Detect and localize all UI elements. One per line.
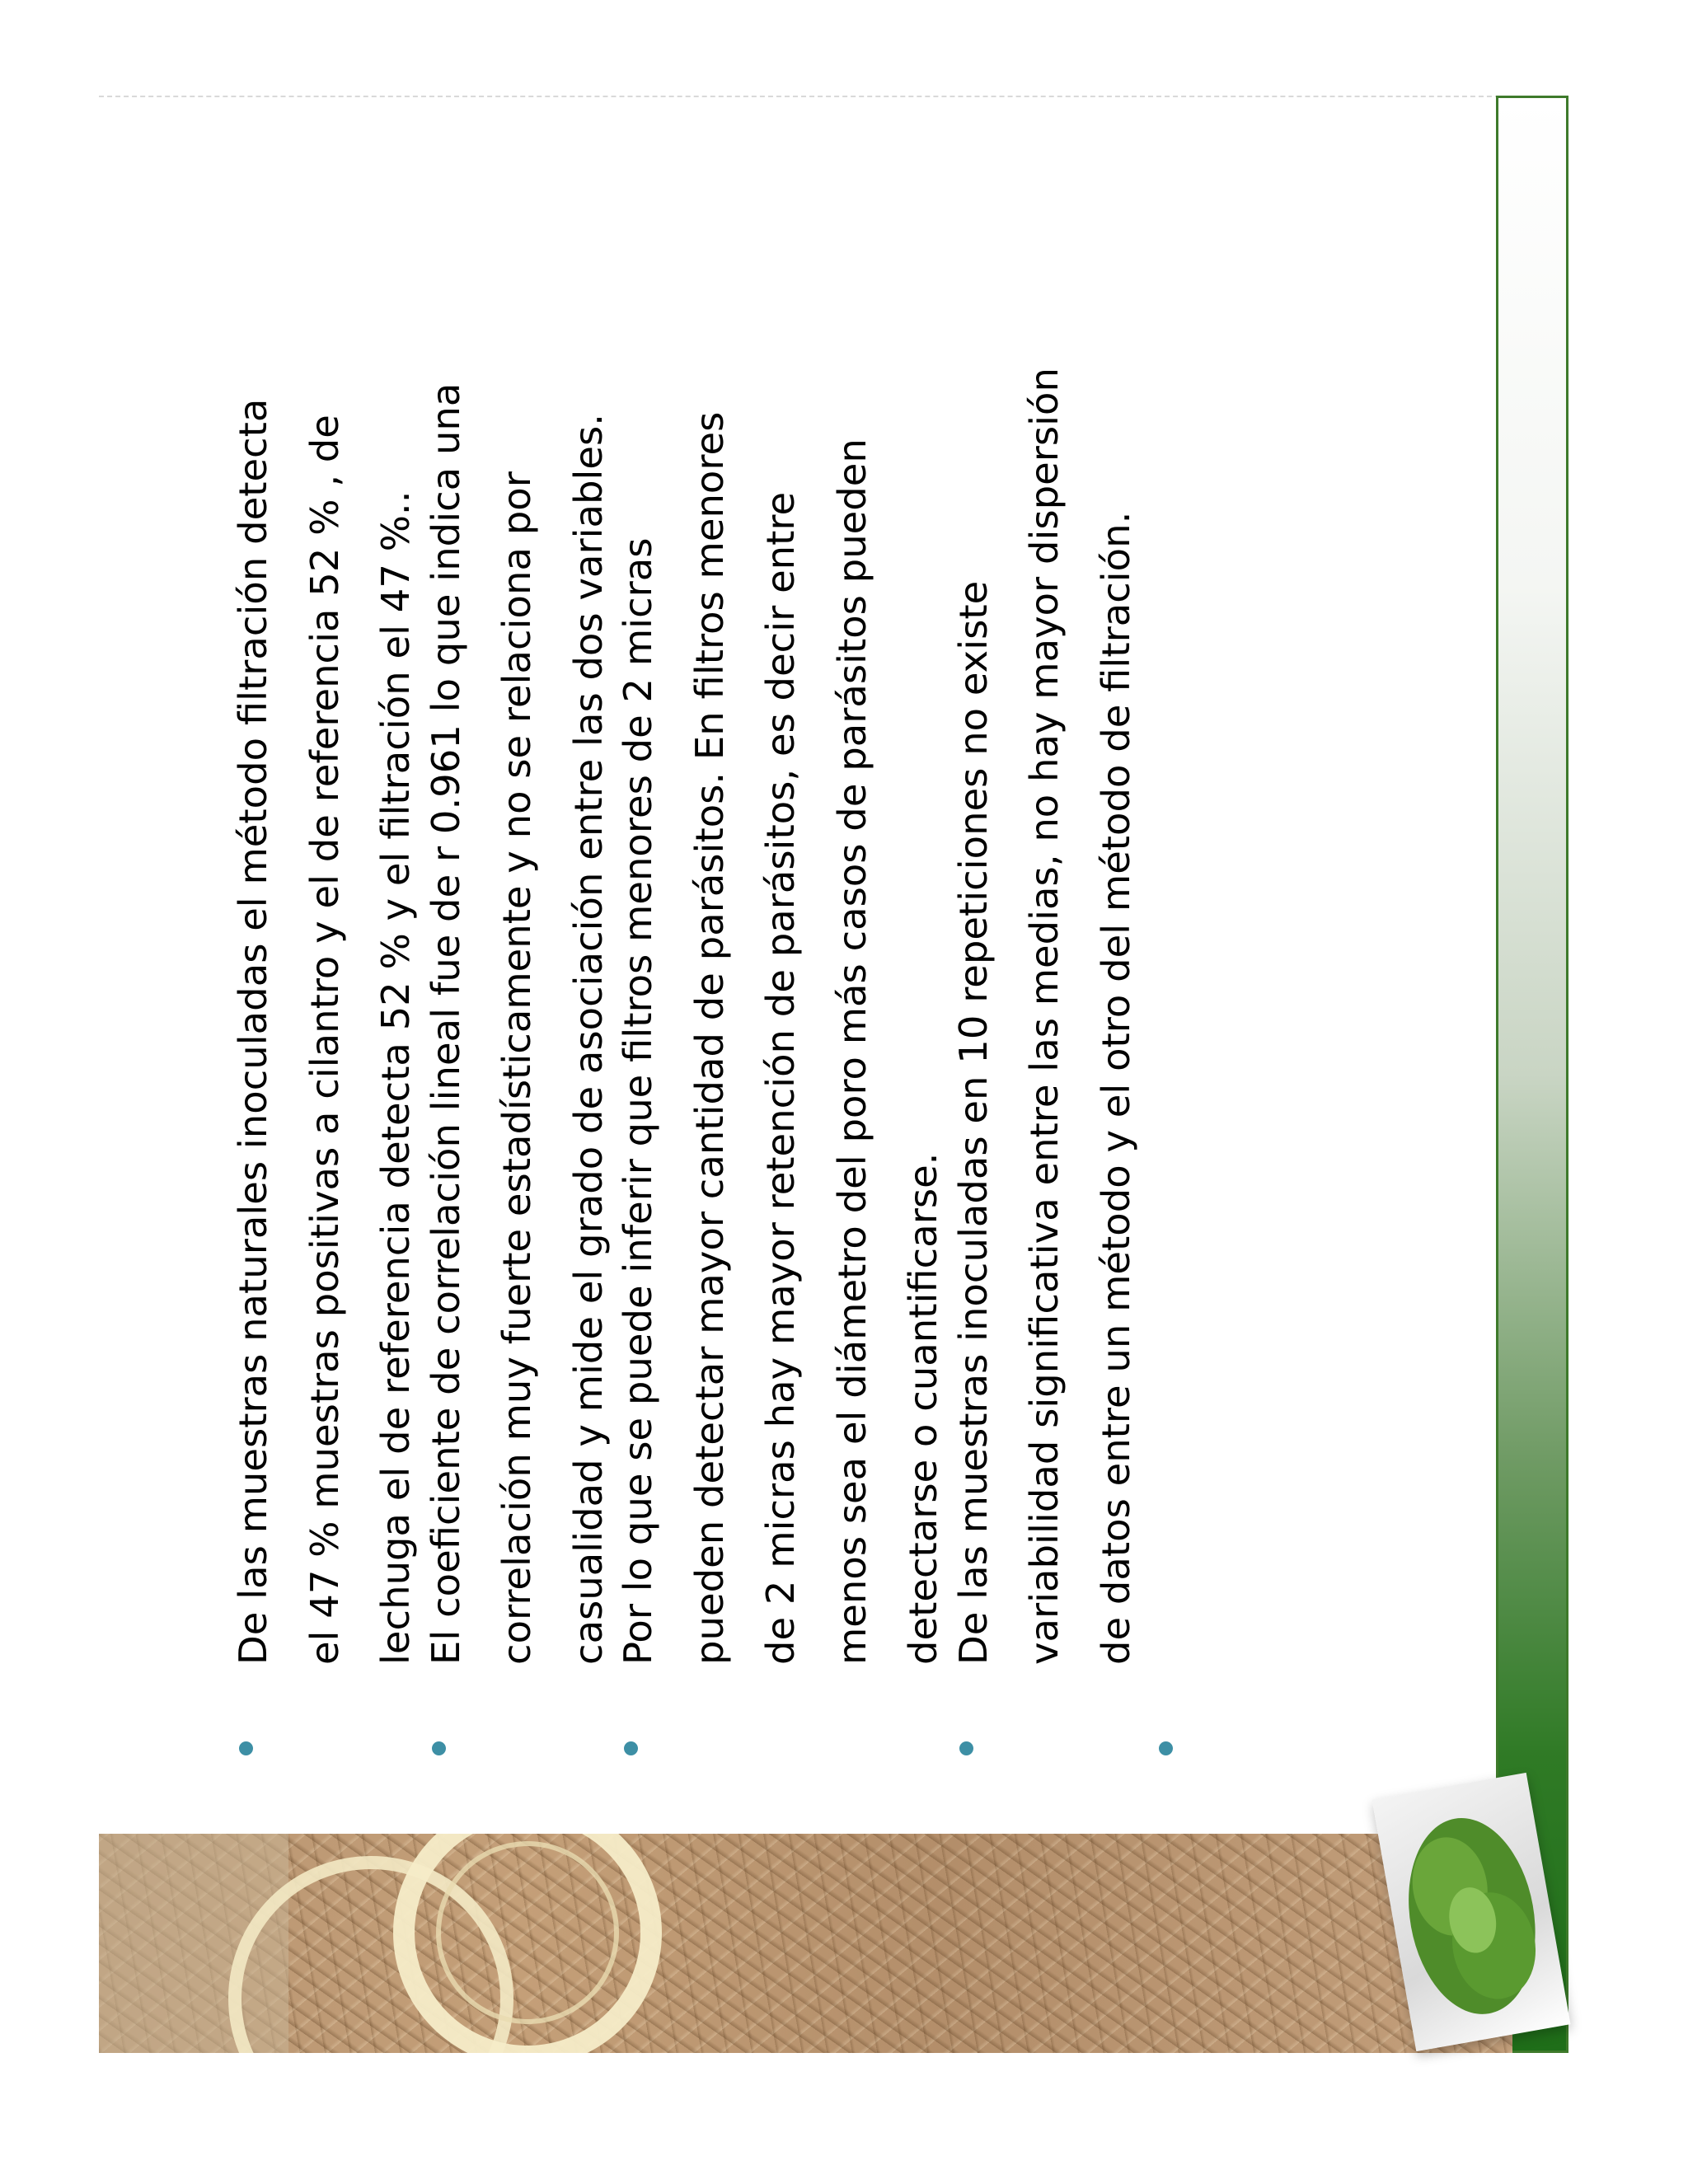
bullet-item-4 xyxy=(938,190,1152,1755)
bullet-dot-icon xyxy=(959,1741,973,1755)
bullet-text: El coeficiente de correlación lineal fue de r 0.961 lo que indica una correlación muy fuerte estadísticamente y no se relaciona por casualidad y mide el grado de asociación entre las dos variables. xyxy=(423,382,611,1665)
bullet-text: Por lo que se puede inferir que filtros menores de 2 micras pueden detectar mayor cantidad de parásitos. En filtros menores de 2 micras hay mayor retención de parásitos, es decir entre menos sea el diámetro del poro más casos de parásitos pueden detectarse o cuantificarse. xyxy=(616,411,945,1665)
earth-texture-band xyxy=(99,1834,1512,2053)
bullet-dot-icon xyxy=(1159,1741,1173,1755)
ring-decoration xyxy=(99,1834,1512,2053)
bullet-dot-icon xyxy=(432,1741,446,1755)
bullet-item-3 xyxy=(603,190,959,1755)
bullet-dot-icon xyxy=(239,1741,253,1755)
bullet-item-1 xyxy=(218,190,432,1755)
bullet-text: De las muestras inoculadas en 10 repeticiones no existe variabilidad significativa entre las medias, no hay mayor dispersión de datos entre un método y el otro del método de filtración. xyxy=(950,368,1138,1665)
bullet-item-5 xyxy=(1130,190,1204,1755)
bullet-item-2 xyxy=(410,190,625,1755)
bullet-text: De las muestras naturales inoculadas el método filtración detecta el 47 % muestras positivas a cilantro y el de referencia 52 % , de lechuga el de referencia detecta 52 % y el filtración el 47 %.. xyxy=(231,398,418,1665)
green-side-bar xyxy=(1496,96,1568,2053)
slide-content xyxy=(231,190,1278,1755)
top-divider xyxy=(99,96,1500,97)
bullet-dot-icon xyxy=(624,1741,638,1755)
